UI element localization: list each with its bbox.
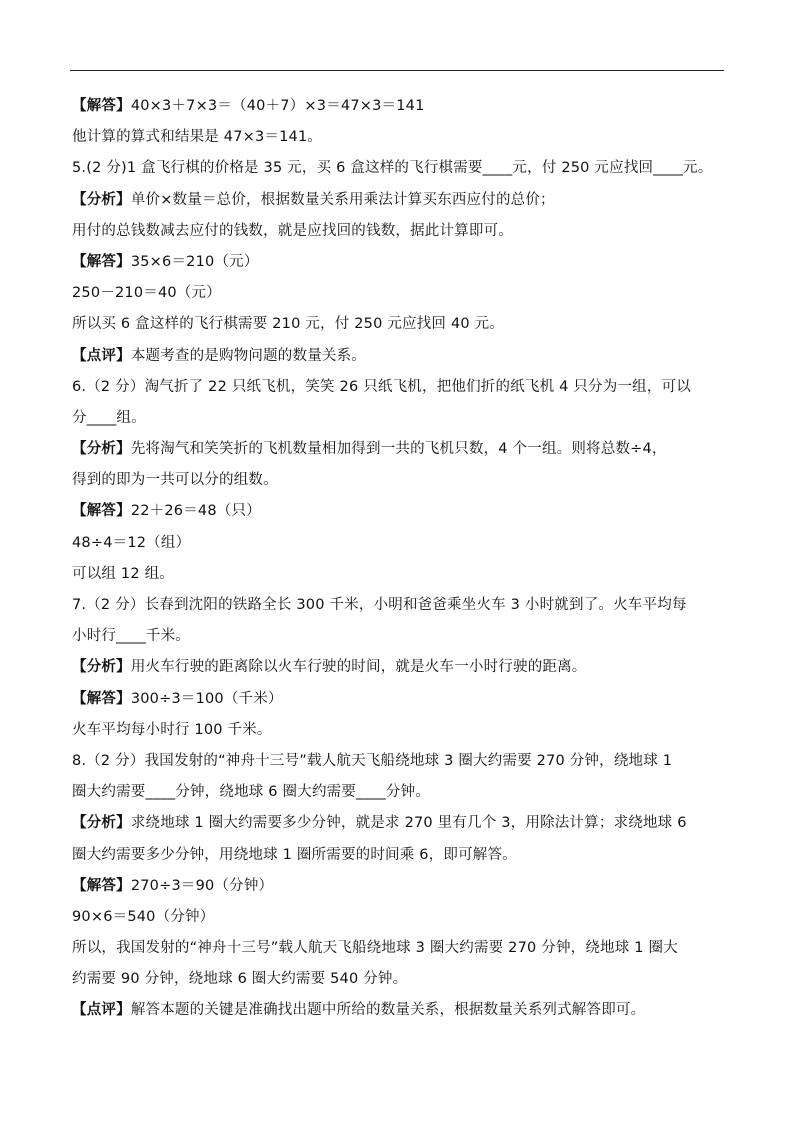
line-text: 7.（2 分）长春到沈阳的铁路全长 300 千米，小明和爸爸乘坐火车 3 小时就到了。火车平均每 <box>72 597 687 613</box>
text-line <box>72 122 724 153</box>
text-line <box>72 808 724 839</box>
line-text: 6.（2 分）淘气折了 22 只纸飞机，笑笑 26 只纸飞机，把他们折的纸飞机 4 只分为一组，可以 <box>72 378 691 395</box>
section-tag: 【分析】 <box>72 191 131 208</box>
line-text: 单价×数量＝总价，根据数量关系用乘法计算买东西应付的总价； <box>130 191 555 208</box>
section-tag: 【解答】 <box>72 98 131 114</box>
line-text: 得到的即为一共可以分的组数。 <box>72 472 278 489</box>
section-tag: 【解答】 <box>72 877 131 894</box>
text-line <box>72 91 724 122</box>
text-line <box>72 465 724 496</box>
text-line <box>72 621 724 652</box>
line-text: 用火车行驶的距离除以火车行驶的时间，就是火车一小时行驶的距离。 <box>130 659 587 676</box>
section-tag: 【分析】 <box>72 441 131 458</box>
text-line <box>72 185 724 216</box>
section-tag: 【点评】 <box>72 1002 131 1019</box>
text-line <box>72 434 724 465</box>
line-text: 48÷4＝12（组） <box>72 534 191 551</box>
text-line <box>72 871 724 902</box>
text-line <box>72 341 724 372</box>
section-tag: 【解答】 <box>72 503 131 520</box>
text-line <box>72 496 724 527</box>
line-text: 先将淘气和笑笑折的飞机数量相加得到一共的飞机只数，4 个一组。则将总数÷4， <box>130 441 667 458</box>
line-text: 35×6＝210（元） <box>130 253 259 270</box>
text-line <box>72 840 724 871</box>
line-text: 求绕地球 1 圈大约需要多少分钟，就是求 270 里有几个 3，用除法计算；求绕地球 6 <box>130 815 687 832</box>
line-text: 300÷3＝100（千米） <box>130 690 283 707</box>
line-text: 小时行____千米。 <box>72 628 190 645</box>
text-line <box>72 902 724 933</box>
section-tag: 【解答】 <box>72 690 131 707</box>
text-line <box>72 559 724 590</box>
text-line <box>72 995 724 1026</box>
section-tag: 【点评】 <box>72 347 131 364</box>
line-text: 用付的总钱数减去应付的钱数，就是应找回的钱数，据此计算即可。 <box>72 222 513 239</box>
line-text: 22＋26＝48（只） <box>130 503 261 520</box>
document-body <box>72 91 724 1027</box>
line-text: 所以买 6 盒这样的飞行棋需要 210 元，付 250 元应找回 40 元。 <box>72 316 504 333</box>
text-line <box>72 746 724 777</box>
text-line <box>72 933 724 964</box>
section-tag: 【解答】 <box>72 253 131 270</box>
line-text: 火车平均每小时行 100 千米。 <box>72 721 272 738</box>
section-tag: 【分析】 <box>72 815 131 832</box>
line-text: 可以组 12 组。 <box>72 565 174 582</box>
text-line <box>72 216 724 247</box>
line-text: 他计算的算式和结果是 47×3＝141。 <box>72 129 323 146</box>
line-text: 8.（2 分）我国发射的“神舟十三号”载人航天飞船绕地球 3 圈大约需要 270 分钟，绕地球 1 <box>72 752 673 769</box>
text-line <box>72 964 724 995</box>
line-text: 分____组。 <box>72 409 146 426</box>
section-tag: 【分析】 <box>72 659 131 676</box>
text-line <box>72 590 724 621</box>
line-text: 圈大约需要多少分钟，用绕地球 1 圈所需要的时间乘 6，即可解答。 <box>72 846 517 863</box>
text-line <box>72 652 724 683</box>
text-line <box>72 309 724 340</box>
line-text: 5.(2 分)1 盒飞行棋的价格是 35 元，买 6 盒这样的飞行棋需要____元，付 250 元应找回____元。 <box>72 160 713 177</box>
line-text: 270÷3＝90（分钟） <box>130 877 274 894</box>
text-line <box>72 372 724 403</box>
text-line <box>72 278 724 309</box>
header-rule <box>70 70 724 71</box>
text-line <box>72 153 724 184</box>
text-line <box>72 403 724 434</box>
line-text: 250－210＝40（元） <box>72 285 221 302</box>
line-text: 本题考查的是购物问题的数量关系。 <box>130 347 367 364</box>
line-text: 约需要 90 分钟，绕地球 6 圈大约需要 540 分钟。 <box>72 971 408 988</box>
line-text: 90×6＝540（分钟） <box>72 908 215 925</box>
line-text: 圈大约需要____分钟，绕地球 6 圈大约需要____分钟。 <box>72 784 430 801</box>
line-text: 所以，我国发射的“神舟十三号”载人航天飞船绕地球 3 圈大约需要 270 分钟，绕地球 1 圈大 <box>72 940 678 957</box>
line-text: 解答本题的关键是准确找出题中所给的数量关系，根据数量关系列式解答即可。 <box>130 1002 646 1019</box>
text-line <box>72 715 724 746</box>
line-text: 40×3＋7×3＝（40＋7）×3＝47×3＝141 <box>130 98 425 114</box>
text-line <box>72 247 724 278</box>
text-line <box>72 684 724 715</box>
text-line <box>72 528 724 559</box>
text-line <box>72 777 724 808</box>
